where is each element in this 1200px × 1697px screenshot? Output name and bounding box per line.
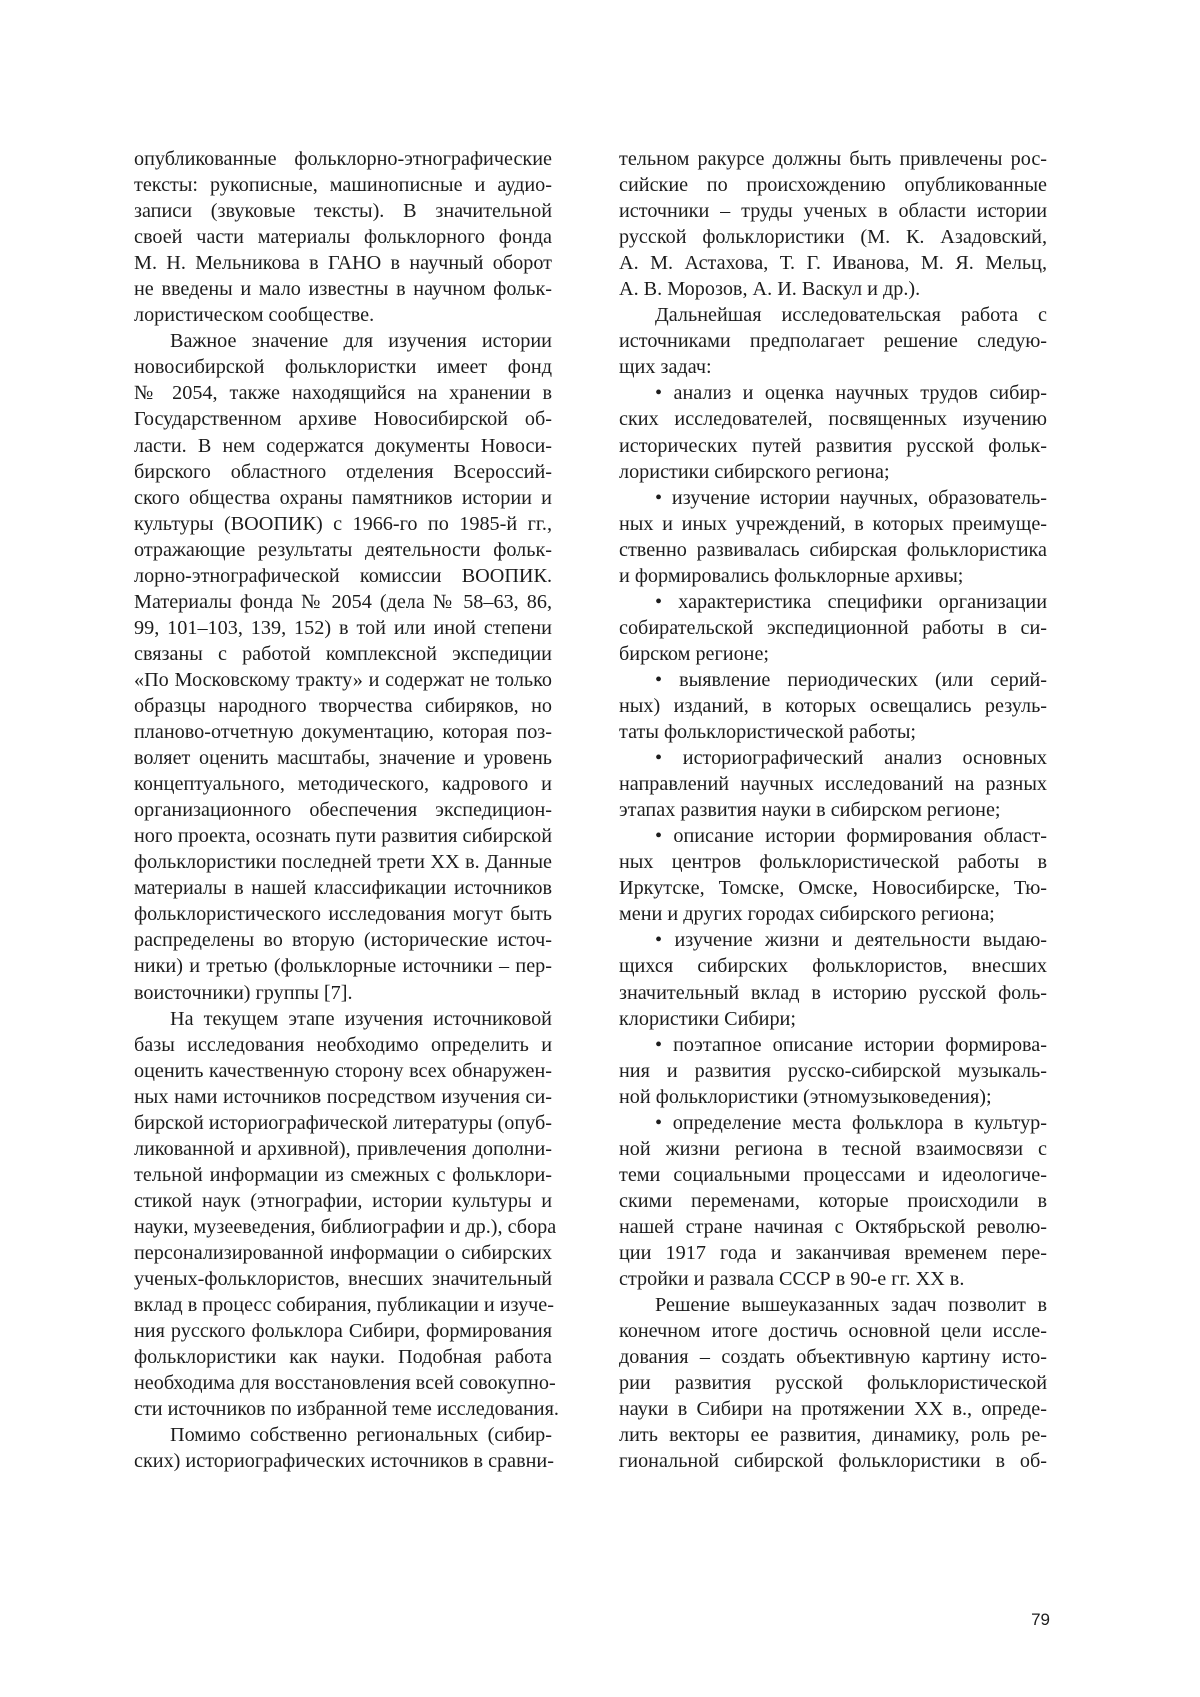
text-line: лить векторы ее развития, динамику, роль ре- (619, 1424, 1047, 1447)
text-line: дования – создать объективную картину исто- (619, 1346, 1047, 1369)
text-line: тексты: рукописные, машинописные и аудио- (134, 174, 552, 197)
text-line: Дальнейшая исследовательская работа с (655, 304, 1047, 327)
text-line: Решение вышеуказанных задач позволит в (655, 1294, 1047, 1317)
text-line: конечном итоге достичь основной цели иссле- (619, 1320, 1047, 1343)
text-line: ственно развивалась сибирская фольклористика (619, 538, 1047, 561)
text-line: «По Московскому тракту» и содержат не только (134, 668, 552, 691)
text-line: • описание истории формирования област- (655, 825, 1047, 848)
text-line: ных) изданий, в которых освещались резуль- (619, 694, 1047, 717)
text-line: бирского областного отделения Всероссий- (134, 460, 552, 483)
text-line: воисточники) группы [7]. (134, 981, 353, 1004)
text-line: науки, музееведения, библиографии и др.), сбора (134, 1215, 557, 1238)
text-line: ликованной и архивной), привлечения дополни- (134, 1137, 552, 1160)
text-line: бирской историографической литературы (опуб- (134, 1111, 552, 1134)
text-line: ского общества охраны памятников истории и (134, 486, 552, 509)
text-line: ных и иных учреждений, в которых преимуще- (619, 512, 1047, 535)
text-line: источники – труды ученых в области истории (619, 200, 1047, 223)
text-line: А. В. Морозов, А. И. Васкул и др.). (619, 278, 921, 301)
text-line: • определение места фольклора в культур- (655, 1111, 1047, 1134)
text-line: опубликованные фольклорно-этнографические (134, 148, 552, 170)
text-line: своей части материалы фольклорного фонда (134, 226, 552, 249)
text-line: ния русского фольклора Сибири, формирования (134, 1320, 552, 1343)
text-line: воляет оценить масштабы, значение и уровень (134, 747, 552, 770)
text-line: фольклористики как науки. Подобная работа (134, 1346, 552, 1369)
text-line: этапах развития науки в сибирском регионе; (619, 799, 1001, 822)
text-line: сийские по происхождению опубликованные (619, 174, 1047, 197)
text-line: записи (звуковые тексты). В значительной (134, 200, 552, 223)
text-line: теми социальными процессами и идеологиче- (619, 1163, 1047, 1186)
text-line: вклад в процесс собирания, публикации и изуче- (134, 1294, 554, 1317)
text-line: ния и развития русско-сибирской музыкаль- (619, 1059, 1047, 1082)
text-line: • поэтапное описание истории формирова- (655, 1033, 1047, 1056)
text-line: связаны с работой комплексной экспедиции (134, 642, 552, 665)
text-line: ной жизни региона в тесной взаимосвязи с (619, 1137, 1047, 1160)
text-line: лорно-этнографической комиссии ВООПИК. (134, 564, 552, 587)
text-line: • анализ и оценка научных трудов сибир- (655, 382, 1047, 405)
text-line: образцы народного творчества сибиряков, но (134, 694, 552, 717)
text-line: науки в Сибири на протяжении XX в., опреде- (619, 1398, 1047, 1421)
text-line: фольклористического исследования могут быть (134, 903, 552, 926)
text-line: Помимо собственно региональных (сибир- (170, 1424, 552, 1447)
text-line: направлений научных исследований на разных (619, 773, 1047, 796)
text-line: отражающие результаты деятельности фольк- (134, 538, 552, 561)
text-line: № 2054, также находящийся на хранении в (134, 382, 552, 405)
text-line: таты фольклористической работы; (619, 721, 917, 744)
right-text-column (619, 146, 1047, 1474)
text-line: и формировались фольклорные архивы; (619, 564, 964, 587)
text-line: гиональной сибирской фольклористики в об- (619, 1450, 1047, 1473)
text-line: стикой наук (этнографии, истории культуры и (134, 1189, 552, 1212)
text-line: ласти. В нем содержатся документы Новоси- (134, 434, 552, 457)
text-line: не введены и мало известны в научном фольк- (134, 278, 552, 301)
text-line: Иркутске, Томске, Омске, Новосибирске, Тю- (619, 877, 1047, 900)
text-line: распределены во вторую (исторические источ- (134, 929, 552, 952)
text-line: • выявление периодических (или серий- (655, 668, 1047, 691)
text-line: ных нами источников посредством изучения си- (134, 1085, 552, 1108)
text-line: рии развития русской фольклористической (619, 1372, 1047, 1395)
text-line: нашей стране начиная с Октябрьской револю- (619, 1215, 1047, 1238)
text-line: культуры (ВООПИК) с 1966-го по 1985-й гг., (134, 512, 552, 535)
text-line: базы исследования необходимо определить и (134, 1033, 552, 1056)
text-line: организационного обеспечения экспедицион- (134, 799, 552, 822)
text-line: клористики Сибири; (619, 1007, 796, 1030)
text-line: ного проекта, осознать пути развития сибирской (134, 825, 553, 848)
page-number: 79 (1031, 1610, 1050, 1629)
text-line: На текущем этапе изучения источниковой (170, 1007, 552, 1030)
text-line: исторических путей развития русской фольк- (619, 434, 1047, 457)
text-line: сти источников по избранной теме исследования. (134, 1398, 559, 1421)
text-line: ученых-фольклористов, внесших значительный (134, 1268, 552, 1291)
text-line: источниками предполагает решение следую- (619, 330, 1047, 353)
text-line: Государственном архиве Новосибирской об- (134, 408, 552, 431)
text-line: • характеристика специфики организации (655, 590, 1047, 613)
text-line: тельном ракурсе должны быть привлечены рос- (619, 148, 1047, 170)
text-line: стройки и развала СССР в 90-е гг. XX в. (619, 1268, 965, 1291)
text-line: ных центров фольклористической работы в (619, 851, 1047, 874)
text-line: лористическом сообществе. (134, 304, 375, 327)
text-line: концептуального, методического, кадрового и (134, 773, 552, 796)
text-line: оценить качественную сторону всех обнаружен- (134, 1059, 552, 1082)
text-line: новосибирской фольклористки имеет фонд (134, 356, 552, 379)
text-line: мени и других городах сибирского региона; (619, 903, 995, 926)
text-line: фольклористики последней трети XX в. Данные (134, 851, 552, 874)
text-line: русской фольклористики (М. К. Азадовский, (619, 226, 1047, 249)
text-line: • историографический анализ основных (655, 747, 1047, 770)
text-line: скими переменами, которые происходили в (619, 1189, 1047, 1212)
text-line: значительный вклад в историю русской фоль- (619, 981, 1047, 1004)
text-line: ники) и третью (фольклорные источники – пер- (134, 955, 552, 978)
text-line: тельной информации из смежных с фольклори- (134, 1163, 552, 1186)
text-line: • изучение истории научных, образователь- (655, 486, 1047, 509)
text-line: Важное значение для изучения истории (170, 330, 552, 353)
text-line: необходима для восстановления всей совокупно- (134, 1372, 556, 1395)
text-line: собирательской экспедиционной работы в си- (619, 616, 1047, 639)
text-line: бирском регионе; (619, 642, 770, 665)
text-line: щихся сибирских фольклористов, внесших (619, 955, 1047, 978)
text-line: ских) историографических источников в сравни- (134, 1450, 554, 1473)
text-line: щих задач: (619, 356, 712, 379)
text-line: ции 1917 года и заканчивая временем пере- (619, 1241, 1047, 1264)
text-line: А. М. Астахова, Т. Г. Иванова, М. Я. Мельц, (619, 252, 1047, 275)
text-line: ских исследователей, посвященных изучению (619, 408, 1047, 431)
text-line: 99, 101–103, 139, 152) в той или иной степени (134, 616, 552, 639)
text-line: лористики сибирского региона; (619, 460, 890, 483)
text-line: М. Н. Мельникова в ГАНО в научный оборот (134, 252, 552, 275)
text-line: персонализированной информации о сибирских (134, 1241, 552, 1264)
text-line: планово-отчетную документацию, которая поз- (134, 721, 552, 744)
text-line: материалы в нашей классификации источников (134, 877, 552, 900)
text-line: ной фольклористики (этномузыковедения); (619, 1085, 992, 1108)
text-line: • изучение жизни и деятельности выдаю- (655, 929, 1047, 952)
left-text-column (134, 146, 559, 1474)
text-line: Материалы фонда № 2054 (дела № 58–63, 86, (134, 590, 552, 613)
